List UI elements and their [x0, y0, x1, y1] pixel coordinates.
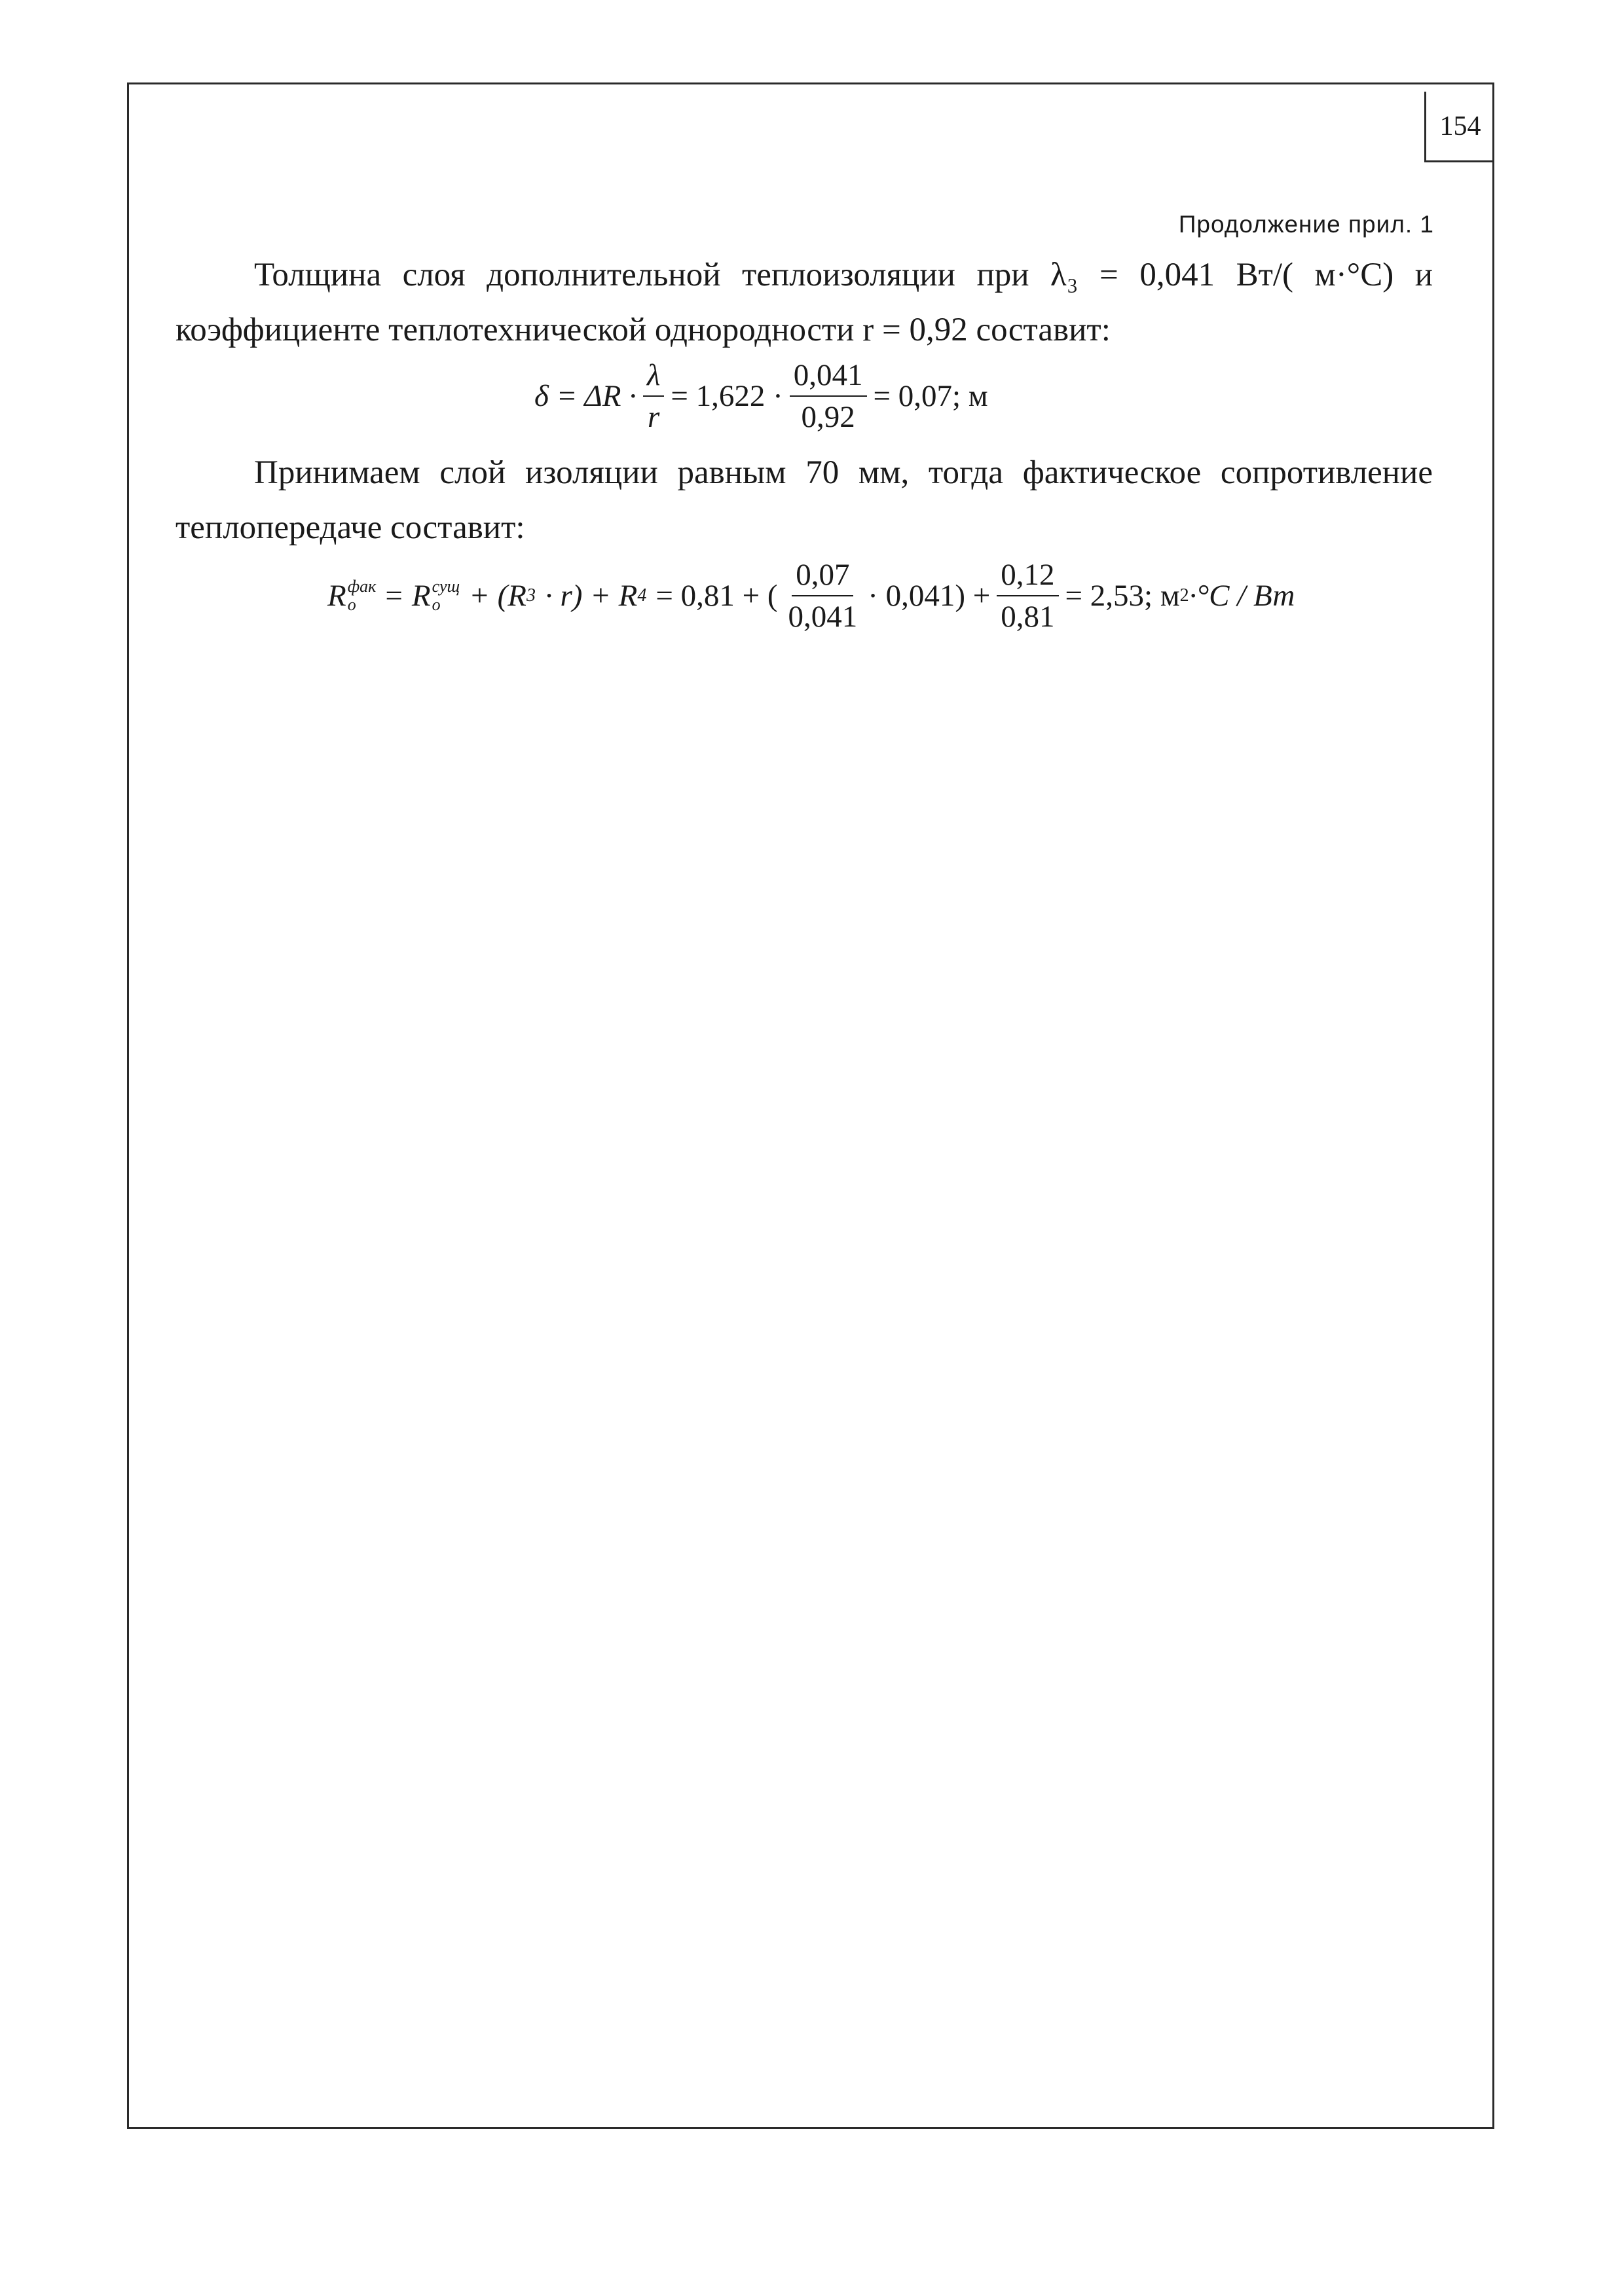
- formula-thickness: [534, 354, 988, 439]
- formula2-frac2-den: 0,81: [1001, 600, 1055, 634]
- formula1-mid: = 1,622 ·: [671, 379, 783, 413]
- formula-resistance: [327, 550, 1295, 642]
- formula2-r2-symbol: R: [411, 579, 431, 613]
- formula2-unit-tail: ·°С / Вт: [1189, 579, 1295, 613]
- formula2-eq1: =: [385, 579, 403, 613]
- formula1-frac1-num: λ: [643, 357, 664, 397]
- paragraph-1-text: Толщина слоя дополнительной теплоизоляции при λ₃ = 0,041 Вт/( м·°С) и коэффициенте теплотехнической однородности r = 0,92 составит:: [175, 257, 1433, 348]
- formula1-frac2-den: 0,92: [801, 400, 855, 434]
- formula2-part4: · 0,041) +: [868, 579, 991, 613]
- formula2-r-sush-sup: сущ: [432, 577, 460, 596]
- formula2-unit-sup: 2: [1179, 585, 1189, 606]
- formula2-fraction-1: [784, 557, 861, 634]
- formula1-frac2-num: 0,041: [790, 357, 867, 397]
- formula1-fraction-values: [790, 357, 867, 435]
- formula2-r-fak-sub: о: [347, 595, 356, 614]
- paragraph-1: [175, 247, 1433, 357]
- paragraph-2-text: Принимаем слой изоляции равным 70 мм, тогда фактическое сопротивление теплопередаче составит:: [175, 454, 1433, 546]
- formula2-part2: · r) + R: [544, 579, 638, 613]
- formula2-frac2-num: 0,12: [997, 557, 1058, 596]
- formula2-r-sush-indices: [432, 577, 460, 614]
- formula2-r-sush-sub: о: [432, 595, 441, 614]
- formula2-frac1-num: 0,07: [792, 557, 853, 596]
- formula1-lhs: δ = ΔR ·: [534, 379, 637, 413]
- formula2-result: = 2,53; м: [1065, 579, 1180, 613]
- formula1-fraction-lambda-r: [643, 357, 664, 435]
- formula2-frac1-den: 0,041: [788, 600, 858, 634]
- formula1-rhs: = 0,07; м: [873, 379, 988, 413]
- formula2-sub4: 4: [637, 585, 647, 606]
- formula2-r-fak-indices: [348, 577, 377, 614]
- formula2-r-symbol: R: [327, 579, 346, 613]
- formula1-frac1-den: r: [648, 400, 660, 434]
- page-number: 154: [1424, 92, 1494, 162]
- paragraph-2: [175, 445, 1433, 555]
- formula2-fraction-2: [997, 557, 1058, 634]
- formula2-r-fak-sup: фак: [347, 577, 377, 596]
- formula2-part1: + (R: [469, 579, 526, 613]
- formula2-part3: = 0,81 + (: [655, 579, 778, 613]
- formula2-sub3: 3: [526, 585, 536, 606]
- continuation-label: Продолжение прил. 1: [1178, 211, 1434, 238]
